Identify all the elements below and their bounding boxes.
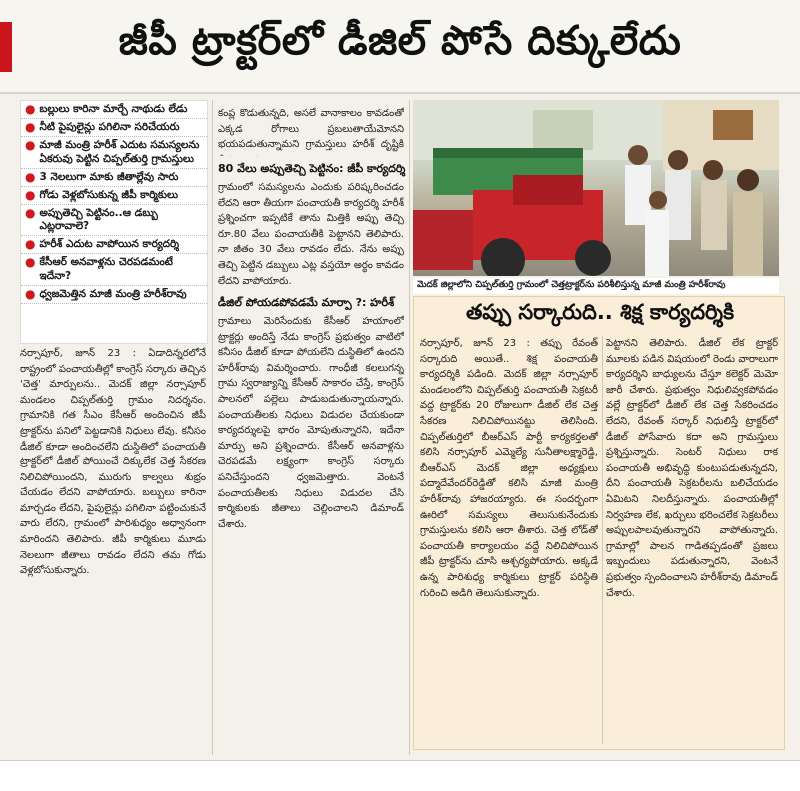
bullet-dot-icon: ●: [25, 206, 36, 220]
secretary-story-title: తప్పు సర్కారుది.. శిక్ష కార్యదర్శికి: [465, 300, 735, 324]
column-1-text: నర్సాపూర్, జూన్ 23 : ఏడాదిన్నరలోనే రాష్ట్రంలో పంచాయతీల్లో కాంగ్రెస్ సర్కారు తెచ్చిన 'చెత్త' మార్పులను.. మెదక్ జిల్లా నర్సాపూర్ మండలం చిప్పల్‌తుర్తి గ్రామం నిదర్శనం. గ్రామానికి గత సీఎం కేసీఆర్ అందించిన జీపీ ట్రాక్టర్‌ను పనిలో పెట్టడానికి నిధులు లేవు. కనీసం డీజిల్ కూడా అందించలేని దుస్థితిలో పంచాయతీ: [20, 348, 206, 453]
highlight-text: 3 నెలలుగా మాకు జీతాల్లేవు సారు: [39, 170, 179, 183]
highlight-text: ధ్వజమెత్తిన మాజీ మంత్రి హరీశ్‌రావు: [39, 287, 187, 300]
highlight-text: అప్పుతెచ్చి పెట్టినం..ఆ డబ్బు ఎట్లరావాలె?: [39, 207, 158, 233]
highlight-bullet: [21, 187, 207, 205]
bullet-dot-icon: ●: [25, 120, 36, 135]
highlight-bullet: [21, 169, 207, 187]
highlight-bullet: [21, 236, 207, 254]
red-accent-mark: [0, 22, 12, 72]
next-page-strip: [0, 760, 800, 791]
box-column-divider: [602, 336, 603, 744]
highlight-bullet: [21, 254, 207, 285]
secretary-story-col-2-body: పెట్టానని తెలిపారు. డీజిల్ లేక ట్రాక్టర్ మూలకు పడిన విషయంలో రెండు వారాలుగా కార్యదర్శిని బాధ్యులను చేస్తూ కలెక్టర్ మెమో జారీ చేశారు. ప్రభుత్వం నిధులివ్వకపోవడం వల్లే ట్రాక్టర్‌లో డీజిల్ లేక చెత్త సేకరించడం లేదని, రేవంత్ సర్కార్ నిధులిస్తే ట్రాక్టర్‌లో డీజిల్ పోసేవారు కదా అని గ్రామస్తులు ప్రశ్నిస్తున్నారు. సెంటర్ నిధులు రాక పంచాయతీ అభివృద్ధి కుంటుపడుతున్నదని, దీని పంచాయతీ సెక్రటరీలను బలిచేయడం ఏమిటని నిలదీస్తున్నారు. పంచాయతీల్లో నిర్వహణ లేక, ఖర్చులు భరించలేక సెక్రటరీలు అప్పులపాలవుతున్నారని వాపోతున్నారు. గ్రామాల్లో పాలన గాడితప్పడంతో ప్రజలు ఇబ్బందులు పడుతున్నారని, వెంటనే ప్రభుత్వం స్పందించాలని హరీశ్‌రావు డిమాండ్ చేశారు.: [606, 338, 778, 599]
bullet-dot-icon: ●: [25, 187, 36, 202]
column-divider: [212, 100, 213, 755]
highlight-bullet: [21, 286, 207, 304]
page-headline: జీపీ ట్రాక్టర్‌లో డీజిల్ పోసే దిక్కులేదు: [118, 18, 682, 64]
headline-bar: [0, 0, 800, 94]
highlight-text: మాజీ మంత్రి హరీశ్ ఎదుట సమస్యలను ఏకరువు పెట్టిన చిప్పల్‌తుర్తి గ్రామస్తులు: [39, 139, 200, 165]
bullet-dot-icon: ●: [25, 102, 36, 116]
news-photo: [413, 100, 779, 276]
column-2-intro: కంప్ల కొడుతున్నది, అసలే వానాకాలం కావడంతో ఎక్కడ రోగాలు ప్రబలుతాయేమోనని భయపడుతున్నామని గ్రామస్తులు హరీశ్ దృష్టికి: [218, 108, 404, 151]
subhead-harish: డీజిల్ పోయడపోవడమే మార్పా ?: హరీశ్: [218, 296, 395, 309]
secretary-story-col-1: నర్సాపూర్, జూన్ 23 : తప్పు రేవంత్ సర్కారుది అయితే.. శిక్ష పంచాయతీ కార్యదర్శికి పడింది. మెదక్ జిల్లా నర్సాపూర్ మండలంలోని చిప్పల్‌తుర్తి పంచాయతీ సెక్రటరీ వద్ద ట్రాక్టర్‌కు 20 రోజులుగా డీజిల్ లేక చెత్త సేకరణ నిలిచిపోయినట్టు తెలిసింది. చిప్పల్‌తుర్తిలో బీఆర్‌ఎస్ పార్టీ కార్యకర్తలతో కలిసి నర్సాపూర్ ఎమ్మెల్యే సునీతాలక్ష్మారెడ్డి, బీఆర్‌ఎస్ మెదక్ జిల్లా అధ్యక్షులు పద్మాదేవేందర్‌రెడ్డితో కలిసి మాజీ మంత్రి హరీశ్‌రావు హాజరయ్యారు. ఈ సందర్భంగా ఊరిలో సమస్యలు తెలుసుకునేందుకు గ్రామస్తులను కలిసి ఆరా తీశారు. చెత్త లోడ్‌తో పంచాయతీ కార్యాలయం వద్దే నిలిచిపోయిన జీపీ ట్రాక్టర్‌ను చూసి ఆశ్చర్యపోయారు. అక్కడే ఉన్న పారిశుధ్య కార్మికులు ట్రాక్టర్ పరిస్థితి గురించి అడిగి తెలుసుకున్నారు.: [420, 338, 598, 599]
highlights-box: [20, 100, 208, 344]
bullet-dot-icon: ●: [25, 286, 36, 301]
column-2-secretary-text: గ్రామంలో సమస్యలను ఎందుకు పరిష్కరించడం లేదని ఆరా తీయగా పంచాయతీ కార్యదర్శి హరీశ్ ప్రశ్నించగా ఇప్పటికే తాను మిత్తికి అప్పు తెచ్చి రూ.80 వేలు పంచాయతీకి పెట్టానని తెలిపారు. నా జీతం 30 వేలు రావడం లేదు. నేను అప్పు తెచ్చి పెట్టిన డబ్బులు ఎట్ల వస్తయో అర్థం కావడం లేదని వాపోయారు.: [218, 182, 404, 287]
highlight-bullet: [21, 101, 207, 119]
column-1-text-continued: ట్రాక్టర్‌లో డీజిల్ పోయించే దిక్కులేక చెత్త సేకరణ నిలిచిపోయిందని, మురుగు కాల్వలు శుభ్రం చేయడం లేదని వాపోయారు. బల్బులు కారినా మార్చడం లేదని, పైపులైన్లు పగిలినా పట్టించుకునే వారు లేరని, గ్రామంలో పారిశుధ్యం అధ్వానంగా మారిందని తెలిపారు. జీపీ కార్మికులు మూడు నెలలుగా జీతాలు రావడం లేదని తమ గోడు వెళ్లబోసుకున్నారు.: [20, 456, 206, 577]
highlight-bullet: [21, 119, 207, 137]
highlight-text: గోడు వెళ్లబోసుకున్న జీపీ కార్మికులు: [39, 188, 179, 201]
subhead-secretary: 80 వేలు అప్పుతెచ్చి పెట్టినం: జీపీ కార్యదర్శి: [218, 162, 406, 175]
bullet-dot-icon: ●: [25, 138, 36, 153]
highlight-text: కేసీఆర్ అనవాళ్లను చెరపడమంటే ఇదేనా?: [39, 256, 173, 282]
highlight-bullet: [21, 137, 207, 168]
highlight-text: హరీశ్ ఎదుట వాపోయిన కార్యదర్శి: [39, 238, 180, 251]
photo-caption: మెదక్ జిల్లాలోని చిప్పల్‌తుర్తి గ్రామంలో చెత్తట్రాక్టర్‌ను పరిశీలిస్తున్న మాజీ మంత్రి హరీశ్‌రావు: [413, 278, 779, 294]
bullet-dot-icon: ●: [25, 237, 36, 252]
highlight-text: నీటి పైపులైన్లు పగిలినా సరిచేయరు: [39, 121, 180, 134]
highlight-text: బల్లులు కారినా మార్చే నాథుడు లేడు: [39, 103, 188, 115]
photo-illustration: [413, 100, 779, 276]
column-2-harish-text: గ్రామాలు మెరిసేందుకు కేసీఆర్ హయాంలో ట్రాక్టర్లు అందిస్తే నేడు కాంగ్రెస్ ప్రభుత్వం వాటిలో కనీసం డీజిల్ కూడా పోయలేని దుస్థితిలో ఉందని హరీశ్‌రావు విమర్శించారు. గాంధీజీ కలలుగన్న గ్రామ స్వరాజ్యాన్ని కేసీఆర్ సాకారం చేస్తే, కాంగ్రెస్ పాలనలో పల్లెలు పాడుబడుతున్నాయన్నారు. పంచాయతీలకు నిధులు విడుదల చేయకుండా కార్యదర్శులపై భారం మోపుతున్నారని, ఇదేనా మార్పు అని ప్రశ్నించారు. కేసీఆర్ అనవాళ్లను చెరపడమే లక్ష్యంగా కాంగ్రెస్ సర్కారు పనిచేస్తుందని ధ్వజమెత్తారు. వెంటనే పంచాయతీలకు నిధులు విడుదల చేసి కార్మికులకు జీతాలు చెల్లించాలని డిమాండ్ చేశారు.: [218, 316, 404, 530]
bullet-dot-icon: ●: [25, 169, 36, 184]
bullet-dot-icon: ●: [25, 255, 36, 270]
column-divider: [409, 100, 410, 755]
highlight-bullet: [21, 205, 207, 236]
